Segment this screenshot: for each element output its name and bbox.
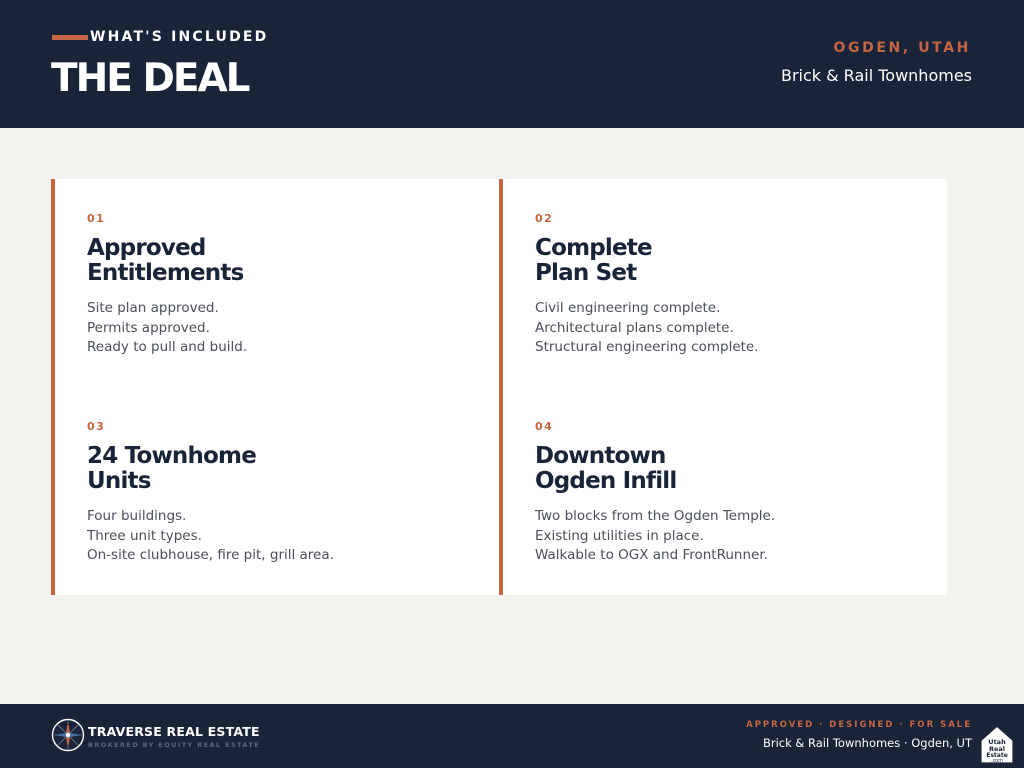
card-description (535, 299, 935, 358)
column-rule-right (499, 179, 503, 595)
card-title (535, 444, 935, 494)
location-label: OGDEN, UTAH (833, 40, 971, 56)
card-title-line: 24 Townhome (87, 443, 257, 469)
partner-logo-text: Utah (988, 738, 1006, 746)
card-units (87, 420, 487, 566)
card-description-line: Ready to pull and build. (87, 339, 248, 355)
eyebrow-label: WHAT'S INCLUDED (90, 29, 269, 45)
card-description-line: Structural engineering complete. (535, 339, 759, 355)
card-number: 04 (535, 420, 554, 433)
card-number: 02 (535, 212, 554, 225)
partner-logo-text: Real (988, 745, 1006, 753)
card-title-line: Approved (87, 235, 206, 261)
brand-subtitle: BROKERED BY EQUITY REAL ESTATE (88, 741, 261, 749)
partner-logo-text: .com (991, 759, 1003, 764)
card-title-line: Plan Set (535, 260, 637, 286)
card-title-line: Ogden Infill (535, 468, 677, 494)
card-description-line: On-site clubhouse, fire pit, grill area. (87, 547, 334, 563)
card-title-line: Entitlements (87, 260, 244, 286)
card-description-line: Existing utilities in place. (535, 527, 704, 544)
card-description-line: Permits approved. (87, 319, 210, 336)
card-description-line: Four buildings. (87, 508, 187, 524)
footer-tagline: APPROVED · DESIGNED · FOR SALE (746, 720, 972, 730)
partner-logo-text: Estate (986, 752, 1008, 759)
card-location (535, 420, 935, 566)
card-description-line: Civil engineering complete. (535, 300, 721, 316)
card-description (87, 299, 487, 358)
footer (0, 704, 1024, 768)
card-title-line: Complete (535, 235, 652, 261)
card-description-line: Architectural plans complete. (535, 319, 734, 336)
card-title-line: Downtown (535, 443, 666, 469)
footer-project: Brick & Rail Townhomes · Ogden, UT (762, 736, 972, 750)
card-description-line: Two blocks from the Ogden Temple. (535, 508, 776, 524)
card-title (87, 444, 487, 494)
card-description (87, 507, 487, 566)
header (0, 0, 1024, 128)
page-title: THE DEAL (51, 56, 249, 101)
card-description-line: Site plan approved. (87, 300, 219, 316)
card-entitlements (87, 212, 487, 358)
project-name: Brick & Rail Townhomes (780, 66, 972, 85)
eyebrow-accent-bar (52, 35, 88, 40)
card-description-line: Walkable to OGX and FrontRunner. (535, 547, 768, 563)
card-description-line: Three unit types. (87, 527, 202, 544)
card-plan-set (535, 212, 935, 358)
brand-name: TRAVERSE REAL ESTATE (88, 724, 260, 739)
card-description (535, 507, 935, 566)
card-title-line: Units (87, 468, 151, 494)
card-title (535, 236, 935, 286)
deal-grid (51, 179, 947, 595)
card-title (87, 236, 487, 286)
house-logo-icon (978, 722, 1016, 764)
column-rule-left (51, 179, 55, 595)
compass-logo-icon (51, 718, 85, 752)
card-number: 01 (87, 212, 106, 225)
card-number: 03 (87, 420, 106, 433)
